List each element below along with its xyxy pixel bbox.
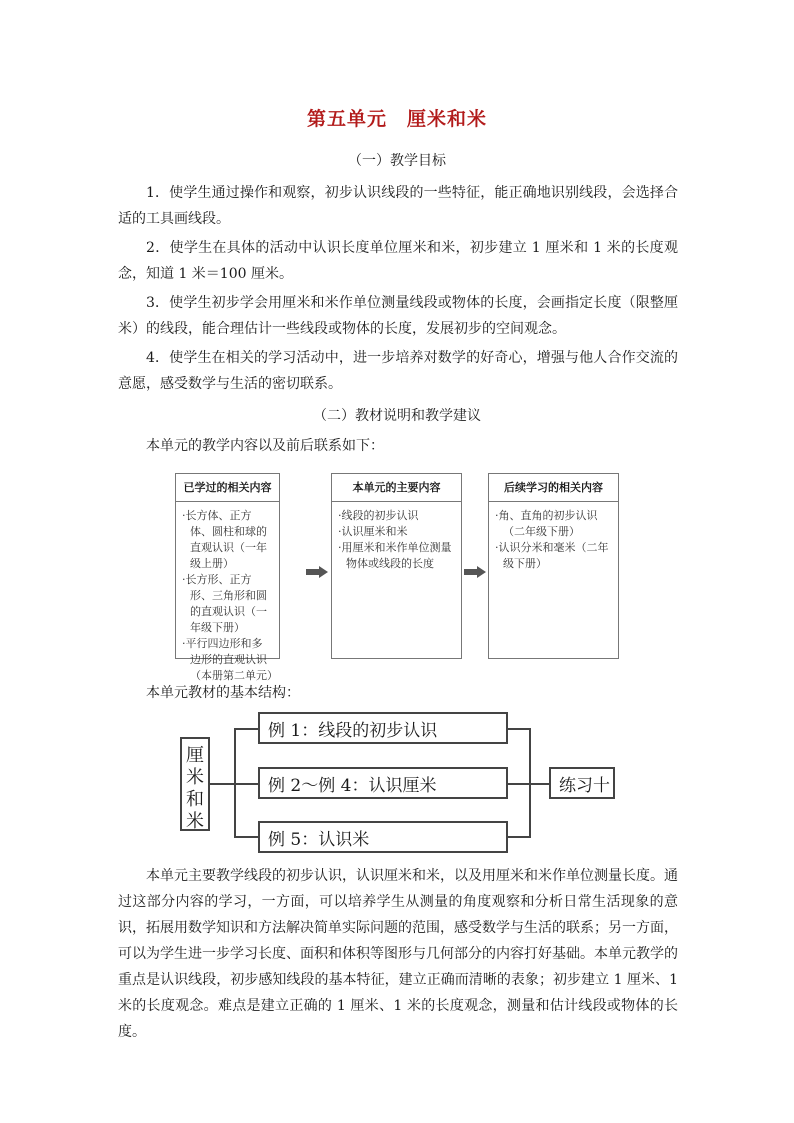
unit-title: 第五单元 厘米和米 [306,108,487,130]
structure-intro-text: 本单元教材的基本结构： [146,685,300,701]
flow-box-current [331,473,462,659]
flow-item: ·线段的初步认识 [338,509,419,522]
flow-item: ·平行四边形和多边形的直观认识（本册第二单元） [182,637,278,682]
structure-branch-box: 例 1：线段的初步认识 [258,712,508,744]
right-arrow-icon [464,566,486,578]
structure-root-box: 厘米和米 [180,737,210,831]
section-heading-goals: （一）教学目标 [348,153,446,169]
goal-paragraph: 1．使学生通过操作和观察，初步认识线段的一些特征，能正确地识别线段，会选择合适的工具画线段。 [118,185,678,227]
connector-line [529,783,549,785]
flow-item: ·认识分米和毫米（二年级下册） [495,541,609,570]
connector-line [210,783,235,785]
flow-item: ·角、直角的初步认识（二年级下册） [495,509,598,538]
structure-target-box: 练习十 [549,767,615,799]
connector-line [508,728,530,730]
connector-line [234,728,258,730]
flow-item: ·用厘米和米作单位测量物体或线段的长度 [338,541,452,570]
flow-box-header: 后续学习的相关内容 [489,474,618,502]
structure-branch-box: 例 2～例 4：认识厘米 [258,767,508,799]
flow-box-header: 已学过的相关内容 [176,474,279,502]
flow-box-following [488,473,619,659]
structure-branch-box: 例 5：认识米 [258,821,508,853]
summary-paragraph: 本单元主要教学线段的初步认识，认识厘米和米，以及用厘米和米作单位测量长度。通过这部分内容的学习，一方面，可以培养学生从测量的角度观察和分析日常生活现象的意识，拓展用数学知识和方法解决简单实际问题的范围，感受数学与生活的联系；另一方面，可以为学生进一步学习长度、面积和体积等图形与几何部分的内容打好基础。本单元教学的重点是认识线段，初步感知线段的基本特征，建立正确而清晰的表象；初步建立 1 厘米、1 米的长度观念。难点是建立正确的 1 厘米、1 米的长度观念，测量和估计线段或物体的长度。 [118,868,678,1040]
flow-item: ·长方形、正方形、三角形和圆的直观认识（一年级下册） [182,573,267,634]
goal-paragraph: 4．使学生在相关的学习活动中，进一步培养对数学的好奇心，增强与他人合作交流的意愿，感受数学与生活的密切联系。 [118,350,678,392]
right-arrow-icon [306,566,328,578]
connector-line [234,836,258,838]
connector-line [234,783,258,785]
goal-paragraph: 3．使学生初步学会用厘米和米作单位测量线段或物体的长度，会画指定长度（限整厘米）的线段，能合理估计一些线段或物体的长度，发展初步的空间观念。 [118,295,678,337]
section-heading-materials: （二）教材说明和教学建议 [313,408,481,424]
connector-line [508,836,530,838]
flow-item: ·长方体、正方体、圆柱和球的直观认识（一年级上册） [182,509,267,570]
flow-box-header: 本单元的主要内容 [332,474,461,502]
goal-paragraph: 2．使学生在具体的活动中认识长度单位厘米和米，初步建立 1 厘米和 1 米的长度观念，知道 1 米＝100 厘米。 [118,240,678,282]
flow-item: ·认识厘米和米 [338,525,408,538]
flow-box-prior [175,473,280,682]
flow-intro-text: 本单元的教学内容以及前后联系如下： [146,438,384,454]
connector-line [508,783,530,785]
